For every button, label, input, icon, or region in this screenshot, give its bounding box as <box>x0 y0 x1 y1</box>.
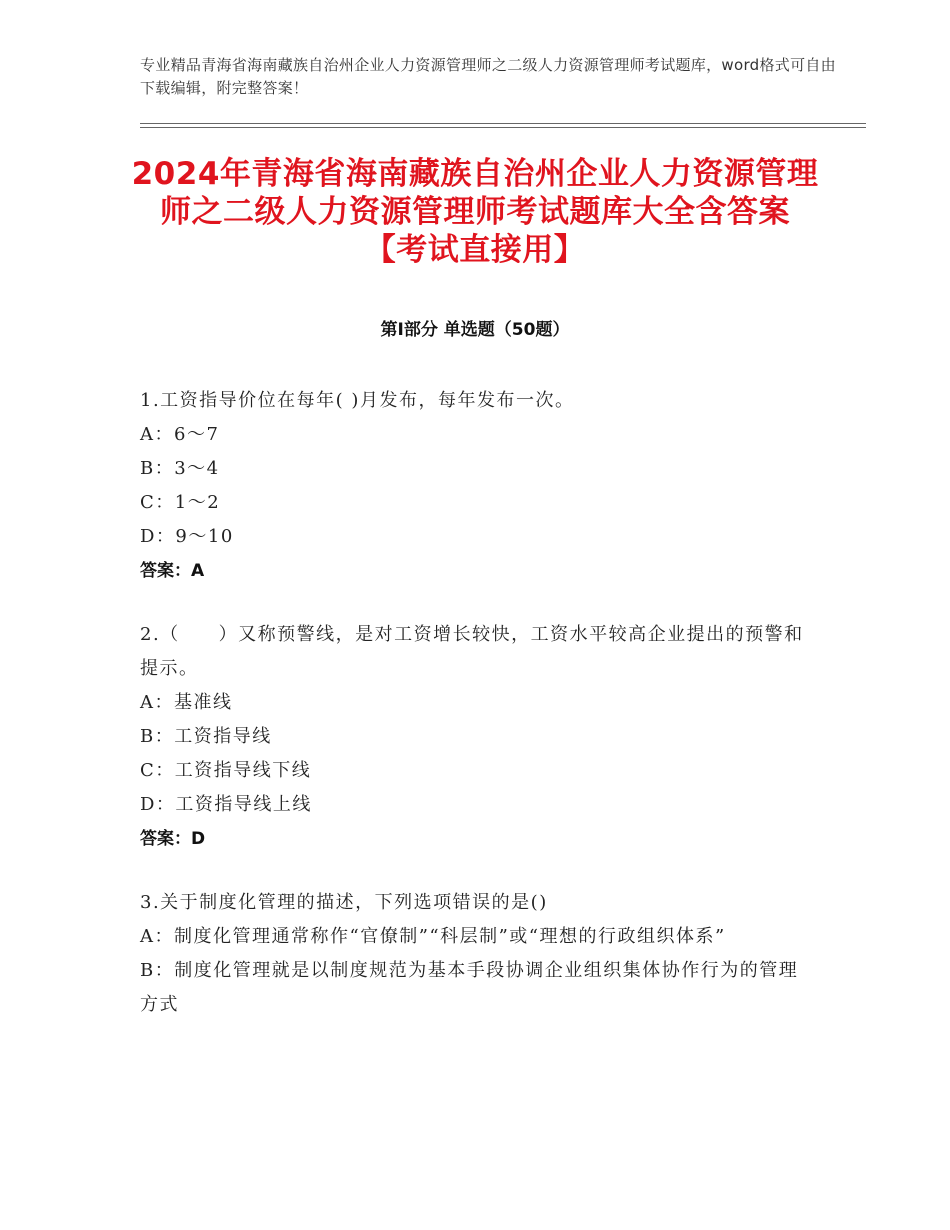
answer-label: 答案：D <box>140 829 206 849</box>
option-d: D：工资指导线上线 <box>140 794 312 815</box>
option-a: A：6～7 <box>140 424 220 445</box>
answer-label: 答案：A <box>140 561 205 581</box>
header-note: 专业精品青海省海南藏族自治州企业人力资源管理师之二级人力资源管理师考试题库，word格式可自由下载编辑，附完整答案！ <box>140 56 836 97</box>
header-divider-bottom <box>140 127 866 128</box>
section-title: 第Ⅰ部分 单选题（50题） <box>380 320 570 340</box>
question-3 <box>140 886 810 1022</box>
option-b: B：3～4 <box>140 458 220 479</box>
question-stem: 3.关于制度化管理的描述，下列选项错误的是() <box>140 892 548 913</box>
question-stem: 1.工资指导价位在每年( )月发布，每年发布一次。 <box>140 390 575 411</box>
option-c: C：工资指导线下线 <box>140 760 312 781</box>
option-a: A：基准线 <box>140 692 233 713</box>
option-c: C：1～2 <box>140 492 221 513</box>
option-d: D：9～10 <box>140 526 234 547</box>
question-2 <box>140 618 810 856</box>
header-divider-top <box>140 123 866 124</box>
option-b: B：工资指导线 <box>140 726 272 747</box>
question-stem: 2.（ ）又称预警线，是对工资增长较快，工资水平较高企业提出的预警和提示。 <box>140 624 804 679</box>
option-a: A：制度化管理通常称作“官僚制”“科层制”或“理想的行政组织体系” <box>140 926 726 947</box>
question-list <box>140 384 810 1052</box>
option-b: B：制度化管理就是以制度规范为基本手段协调企业组织集体协作行为的管理方式 <box>140 960 799 1015</box>
document-title: 2024年青海省海南藏族自治州企业人力资源管理师之二级人力资源管理师考试题库大全含答案【考试直接用】 <box>131 156 819 268</box>
question-1 <box>140 384 810 588</box>
